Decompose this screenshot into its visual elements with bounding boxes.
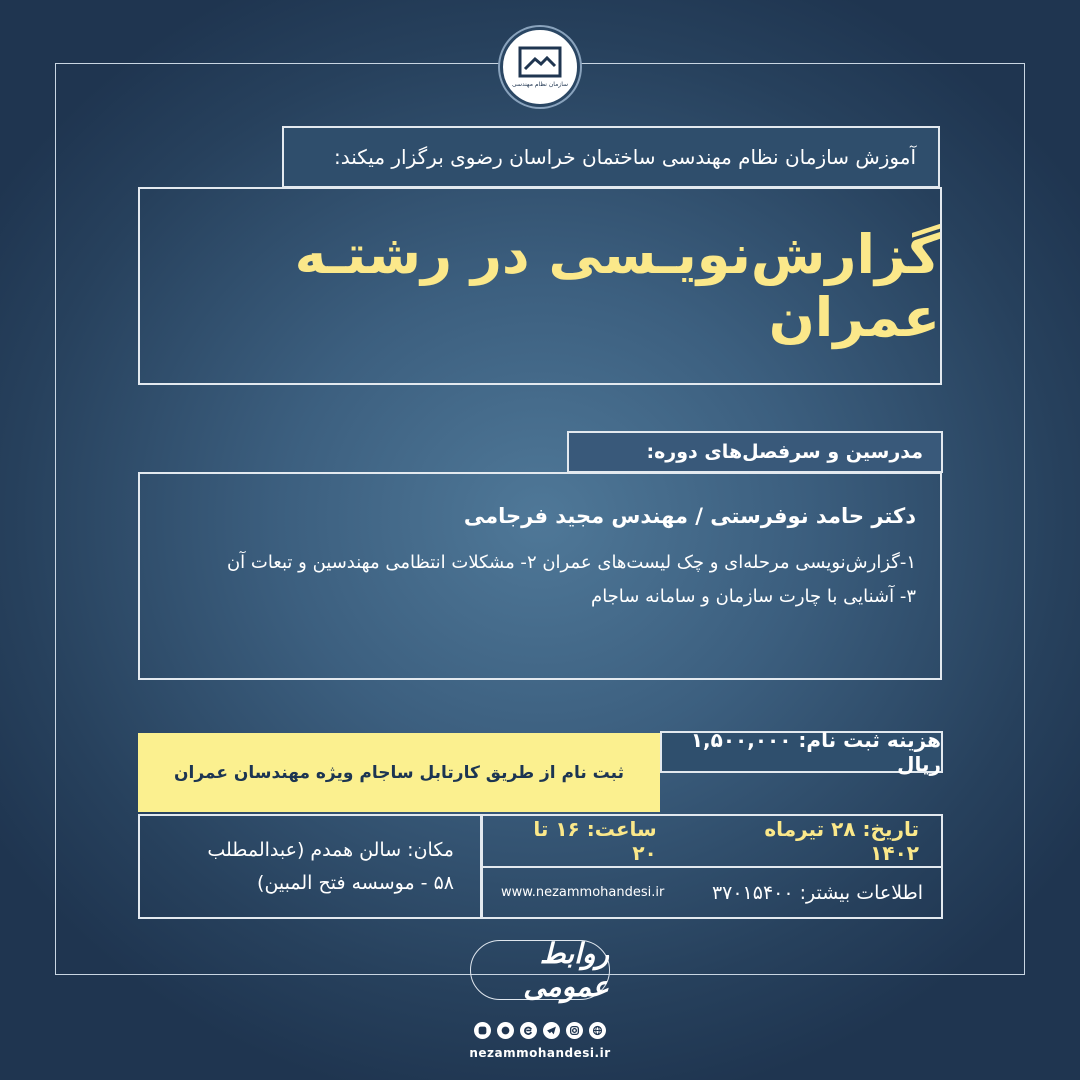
course-content-box [138, 472, 942, 680]
contact-phone: اطلاعات بیشتر: ۳۷۰۱۵۴۰۰ [711, 881, 923, 904]
course-title: گزارش‌نویـسی در رشتـه عمران [294, 223, 940, 349]
registration-fee: هزینه ثبت نام: ۱,۵۰۰,۰۰۰ ریال [690, 728, 941, 776]
event-date: تاریخ: ۲۸ تیرماه ۱۴۰۲ [764, 817, 919, 865]
social-icons [470, 1022, 610, 1044]
eitaa-icon[interactable] [520, 1022, 537, 1039]
bale-icon[interactable] [497, 1022, 514, 1039]
instructors: دکتر حامد نوفرستی / مهندس مجید فرجامی [463, 504, 916, 528]
contact-website[interactable]: www.nezammohandesi.ir [501, 885, 665, 900]
instagram-icon[interactable] [566, 1022, 583, 1039]
rubika-icon[interactable] [474, 1022, 491, 1039]
section-heading: مدرسین و سرفصل‌های دوره: [646, 441, 923, 463]
topic-line-2: ۳- آشنایی با چارت سازمان و سامانه ساجام [591, 586, 916, 607]
footer-url[interactable]: nezammohandesi.ir [469, 1046, 611, 1060]
registration-fee-box [660, 728, 943, 776]
registration-note: ثبت نام از طریق کارتابل ساجام ویژه مهندسان عمران [174, 762, 624, 783]
location-line-2: ۵۸ - موسسه فتح المبین) [257, 871, 454, 894]
logo-caption: سازمان نظام مهندسی [511, 81, 569, 88]
section-heading-box [567, 431, 943, 473]
telegram-icon[interactable] [543, 1022, 560, 1039]
title-box [138, 187, 942, 385]
organization-logo [500, 27, 580, 107]
topic-line-1: ۱-گزارش‌نویسی مرحله‌ای و چک لیست‌های عمران ۲- مشکلات انتظامی مهندسین و تبعات آن [226, 552, 916, 573]
contact-box [481, 866, 943, 919]
event-time: ساعت: ۱۶ تا ۲۰ [533, 817, 657, 865]
schedule-box [481, 814, 943, 868]
location-line-1: مکان: سالن همدم (عبدالمطلب [207, 838, 454, 861]
public-relations-signature [470, 937, 610, 1003]
location-box [138, 814, 482, 919]
pre-title: آموزش سازمان نظام مهندسی ساختمان خراسان رضوی برگزار میکند: [333, 145, 916, 169]
registration-note-box [138, 733, 660, 812]
signature-text: روابط عمومی [523, 937, 609, 1003]
handshake-house-icon [517, 45, 563, 79]
web-icon[interactable] [589, 1022, 606, 1039]
pre-title-box [282, 126, 940, 188]
